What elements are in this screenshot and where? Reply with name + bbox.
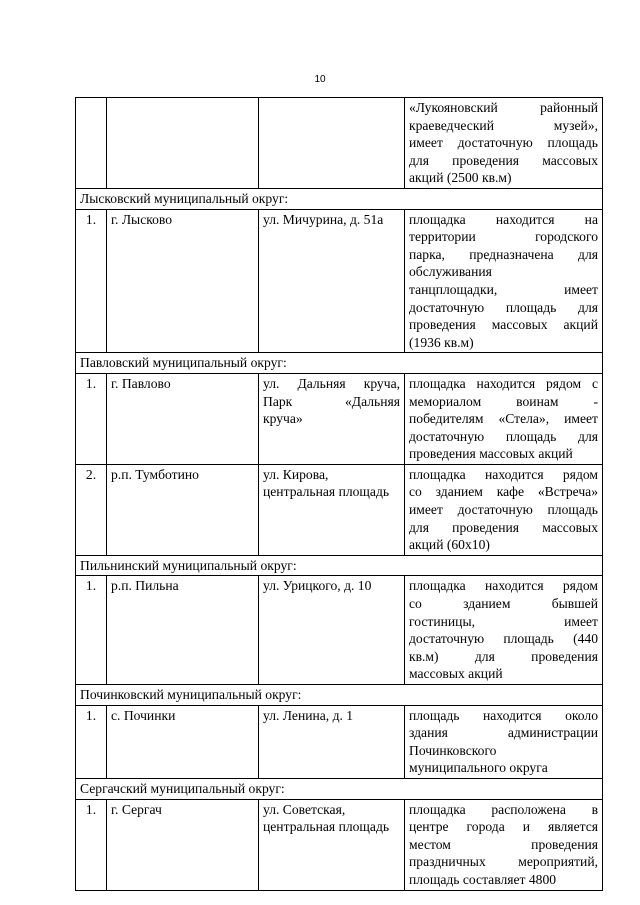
section-header-row: [76, 188, 603, 209]
text-line: достаточную площадь (440: [409, 631, 598, 647]
table-row: [76, 799, 603, 890]
text-line: центре города и является: [409, 819, 598, 835]
text-line: имеет достаточную площадь: [409, 502, 598, 518]
text-line: Починковского: [409, 742, 497, 758]
text-line: краеведческий музей»,: [409, 117, 598, 133]
text-line: площадь находится около: [409, 707, 598, 723]
text-line: мемориалом воинам -: [409, 393, 598, 409]
page-number: 10: [314, 74, 326, 85]
text-line: ул. Урицкого, д. 10: [263, 578, 372, 594]
section-header-row: [76, 685, 603, 706]
section-title: Павловский муниципальный округ:: [76, 353, 603, 374]
locality-cell: р.п. Тумботино: [107, 464, 259, 555]
text-line: акций (2500 кв.м): [409, 170, 512, 186]
table-row: [76, 705, 603, 778]
empty-cell: [107, 98, 259, 189]
table-row: [76, 464, 603, 555]
text-line: круча»: [263, 411, 303, 427]
text-line: центральная площадь: [263, 484, 390, 500]
text-line: ул. Кирова,: [263, 466, 329, 482]
text-line: площадка находится на: [409, 211, 598, 227]
text-line: муниципального округа: [409, 760, 548, 776]
table-row: [76, 209, 603, 353]
text-line: со зданием кафе «Встреча»: [409, 484, 598, 500]
table-body: [76, 98, 603, 891]
table-row: [76, 373, 603, 464]
locality-cell: г. Павлово: [107, 373, 259, 464]
text-line: ул. Советская,: [263, 801, 346, 817]
address-cell: [259, 373, 405, 464]
text-line: площадка находится рядом: [409, 466, 598, 482]
text-line: территории городского: [409, 229, 598, 245]
row-number: 1.: [76, 799, 107, 890]
description-cell: [405, 576, 603, 685]
text-line: ул. Дальняя круча,: [263, 375, 400, 391]
text-line: танцплощадки, имеет: [409, 281, 598, 297]
table-row: [76, 576, 603, 685]
address-cell: [259, 209, 405, 353]
text-line: (1936 кв.м): [409, 334, 474, 350]
text-line: для проведения массовых: [409, 519, 598, 535]
text-line: местом проведения: [409, 836, 598, 852]
description-cell: [405, 464, 603, 555]
text-line: гостиницы, имеет: [409, 613, 598, 629]
section-header-row: [76, 353, 603, 374]
description-cell: [405, 209, 603, 353]
text-line: площадка расположена в: [409, 801, 598, 817]
row-number: 1.: [76, 705, 107, 778]
row-number: 1.: [76, 209, 107, 353]
section-header-row: [76, 555, 603, 576]
text-line: «Лукояновский районный: [409, 100, 598, 115]
locality-cell: г. Сергач: [107, 799, 259, 890]
address-cell: [259, 705, 405, 778]
text-line: площадь составляет 4800: [409, 871, 557, 887]
description-cell: [405, 705, 603, 778]
empty-cell: [76, 98, 107, 189]
empty-cell: [259, 98, 405, 189]
locality-cell: с. Починки: [107, 705, 259, 778]
text-line: для проведения массовых: [409, 152, 598, 168]
row-number: 1.: [76, 576, 107, 685]
text-line: акций (60х10): [409, 537, 490, 553]
section-header-row: [76, 778, 603, 799]
text-line: Парк «Дальняя: [263, 393, 400, 409]
text-line: площадка находится рядом с: [409, 375, 598, 391]
row-number: 1.: [76, 373, 107, 464]
venues-table: [75, 97, 603, 891]
address-cell: [259, 576, 405, 685]
description-cell: [405, 373, 603, 464]
section-title: Починковский муниципальный округ:: [76, 685, 603, 706]
text-line: парка, предназначена для: [409, 246, 598, 262]
text-line: обслуживания: [409, 264, 492, 280]
description-cell: [405, 98, 603, 189]
address-cell: [259, 464, 405, 555]
address-cell: [259, 799, 405, 890]
text-line: проведения массовых акций: [409, 317, 598, 333]
text-line: проведения массовых акций: [409, 446, 573, 462]
text-line: площадка находится рядом: [409, 578, 598, 594]
text-line: кв.м) для проведения: [409, 648, 598, 664]
locality-cell: г. Лысково: [107, 209, 259, 353]
text-line: со зданием бывшей: [409, 596, 598, 612]
table-row-continuation: [76, 98, 603, 189]
text-line: достаточную площадь для: [409, 299, 598, 315]
row-number: 2.: [76, 464, 107, 555]
text-line: победителям «Стела», имеет: [409, 411, 598, 427]
text-line: массовых акций: [409, 666, 503, 682]
text-line: имеет достаточную площадь: [409, 135, 598, 151]
section-title: Сергачский муниципальный округ:: [76, 778, 603, 799]
description-cell: [405, 799, 603, 890]
text-line: ул. Ленина, д. 1: [263, 707, 354, 723]
section-title: Пильнинский муниципальный округ:: [76, 555, 603, 576]
text-line: праздничных мероприятий,: [409, 854, 598, 870]
text-line: ул. Мичурина, д. 51а: [263, 211, 384, 227]
text-line: центральная площадь: [263, 819, 390, 835]
locality-cell: р.п. Пильна: [107, 576, 259, 685]
text-line: здания администрации: [409, 725, 598, 741]
section-title: Лысковский муниципальный округ:: [76, 188, 603, 209]
text-line: достаточную площадь для: [409, 428, 598, 444]
